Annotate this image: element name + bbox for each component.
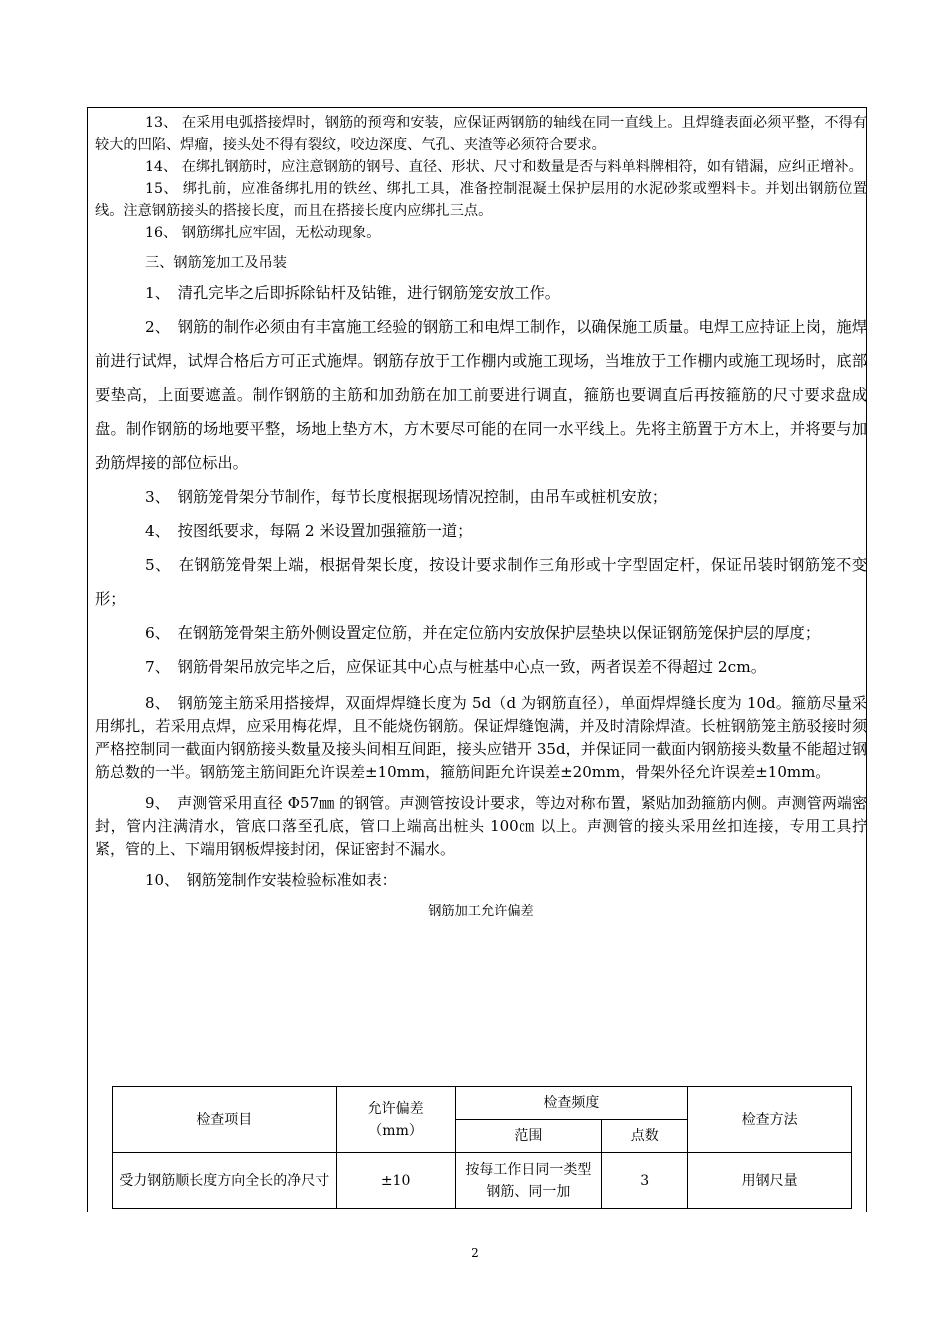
cell-points: 3 <box>602 1153 688 1209</box>
item-7: 7、 钢筋骨架吊放完毕之后，应保证其中心点与桩基中心点一致，两者误差不得超过 2cm。 <box>145 658 767 676</box>
cell-tolerance: ±10 <box>336 1153 455 1209</box>
page-number: 2 <box>471 1246 479 1260</box>
header-tolerance-label: 允许偏差 <box>367 1100 424 1117</box>
item-4: 4、 按图纸要求，每隔 2 米设置加强箍筋一道； <box>145 522 473 540</box>
cell-method: 用钢尺量 <box>688 1153 852 1209</box>
tolerance-table <box>112 1086 852 1209</box>
table-row <box>113 1153 852 1209</box>
paragraph-13: 13、 在采用电弧搭接焊时，钢筋的预弯和安装，应保证两钢筋的轴线在同一直线上。且焊缝表面必须平整，不得有较大的凹陷、焊瘤，接头处不得有裂纹，咬边深度、气孔、夹渣等必须符合要求。 <box>95 115 867 153</box>
cell-item: 受力钢筋顺长度方向全长的净尺寸 <box>113 1153 337 1209</box>
cell-range: 按每工作日同一类型钢筋、同一加 <box>455 1153 602 1209</box>
item-3: 3、 钢筋笼骨架分节制作，每节长度根据现场情况控制，由吊车或桩机安放； <box>145 488 668 506</box>
item-9: 9、 声测管采用直径 Φ57㎜ 的钢管。声测管按设计要求，等边对称布置，紧贴加劲箍筋内侧。声测管两端密封，管内注满清水，管底口落至孔底，管口上端高出桩头 100㎝ 以上。声测管的接头采用丝扣连接，专用工具拧紧，管的上、下端用钢板焊接封闭，保证密封不漏水。 <box>95 794 867 858</box>
header-points: 点数 <box>602 1120 688 1153</box>
item-6: 6、 在钢筋笼骨架主筋外侧设置定位筋，并在定位筋内安放保护层垫块以保证钢筋笼保护层的厚度； <box>145 624 821 642</box>
header-frequency: 检查频度 <box>455 1087 688 1120</box>
item-10: 10、 钢筋笼制作安装检验标准如表： <box>145 871 397 889</box>
item-1: 1、 清孔完毕之后即拆除钻杆及钻锥，进行钢筋笼安放工作。 <box>145 284 561 302</box>
header-tolerance-unit: （mm） <box>368 1122 423 1139</box>
table-caption: 钢筋加工允许偏差 <box>428 904 534 919</box>
paragraph-14: 14、 在绑扎钢筋时，应注意钢筋的钢号、直径、形状、尺寸和数量是否与料单料牌相符，如有错漏，应纠正增补。 <box>145 159 863 175</box>
item-5: 5、 在钢筋笼骨架上端，根据骨架长度，按设计要求制作三角形或十字型固定杆，保证吊装时钢筋笼不变形； <box>95 556 867 608</box>
document-body <box>95 112 867 923</box>
item-2: 2、 钢筋的制作必须由有丰富施工经验的钢筋工和电焊工制作，以确保施工质量。电焊工应持证上岗，施焊前进行试焊，试焊合格后方可正式施焊。钢筋存放于工作棚内或施工现场，当堆放于工作棚内或施工现场时，底部要垫高，上面要遮盖。制作钢筋的主筋和加劲筋在加工前要进行调直，箍筋也要调直后再按箍筋的尺寸要求盘成盘。制作钢筋的场地要平整，场地上垫方木，方木要尽可能的在同一水平线上。先将主筋置于方木上，并将要与加劲筋焊接的部位标出。 <box>95 318 867 472</box>
header-range: 范围 <box>455 1120 602 1153</box>
header-check-item: 检查项目 <box>113 1087 337 1153</box>
header-method: 检查方法 <box>688 1087 852 1153</box>
item-8: 8、 钢筋笼主筋采用搭接焊，双面焊焊缝长度为 5d（d 为钢筋直径），单面焊焊缝长度为 10d。箍筋尽量采用绑扎，若采用点焊，应采用梅花焊，且不能烧伤钢筋。保证焊缝饱满，并及时清除焊渣。长桩钢筋笼主筋驳接时须严格控制同一截面内钢筋接头数量及接头间相互间距，接头应错开 35d，并保证同一截面内钢筋接头数量不能超过钢筋总数的一半。钢筋笼主筋间距允许误差±10mm，箍筋间距允许误差±20mm，骨架外径允许误差±10mm。 <box>95 694 867 781</box>
header-tolerance <box>336 1087 455 1153</box>
paragraph-15: 15、 绑扎前，应准备绑扎用的铁丝、绑扎工具，准备控制混凝土保护层用的水泥砂浆或塑料卡。并划出钢筋位置线。注意钢筋接头的搭接长度，而且在搭接长度内应绑扎三点。 <box>95 181 867 219</box>
section-heading: 三、钢筋笼加工及吊装 <box>145 255 287 271</box>
paragraph-16: 16、 钢筋绑扎应牢固，无松动现象。 <box>145 225 381 241</box>
